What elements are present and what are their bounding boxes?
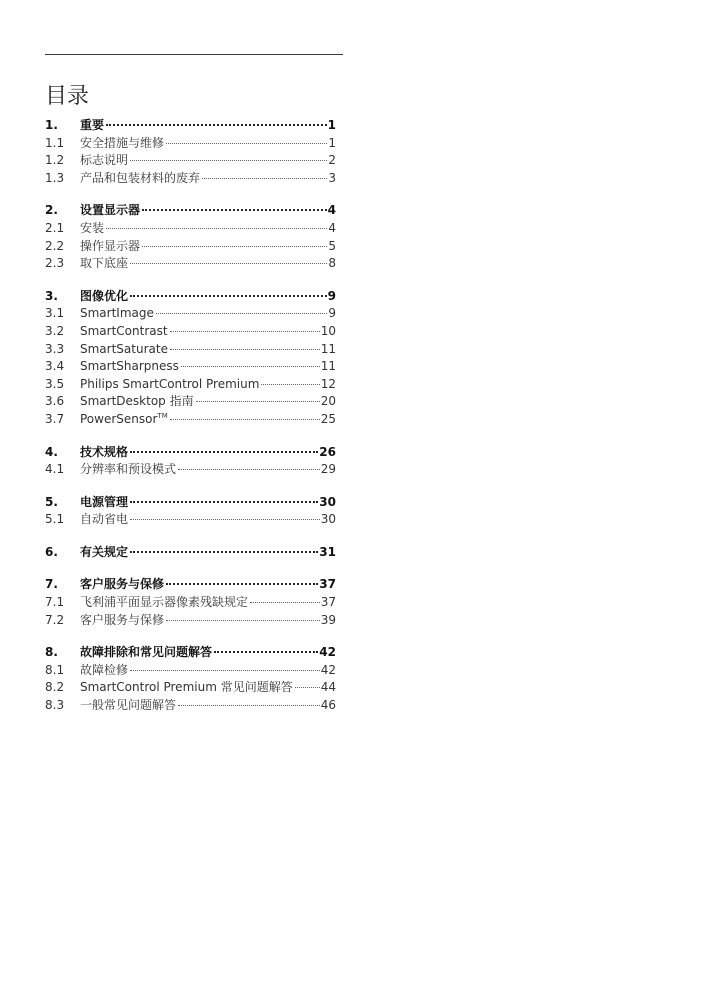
toc-label-text: 取下底座	[80, 256, 129, 271]
toc-number: 2.1	[45, 220, 65, 235]
toc-label-text: SmartDesktop 指南	[80, 394, 194, 409]
toc-page-number: 30	[320, 512, 336, 527]
toc-label-text: 安全措施与维修	[80, 135, 165, 150]
toc-label-text: 故障检修	[80, 662, 129, 677]
toc-number: 8.3	[45, 698, 65, 713]
toc-number: 3.5	[45, 376, 65, 391]
toc-page-number: 9	[328, 306, 336, 321]
toc-label-text: SmartSharpness	[80, 359, 179, 374]
toc-number: 5.	[45, 494, 58, 509]
toc-number: 7.	[45, 577, 58, 592]
toc-page-number: 12	[320, 376, 336, 391]
toc-entry[interactable]	[45, 411, 336, 429]
dot-leader	[170, 331, 320, 332]
toc-page-number: 5	[328, 238, 336, 253]
toc-label	[80, 411, 168, 429]
toc-label-text: 故障排除和常见问题解答	[80, 645, 213, 660]
toc-page-number: 30	[319, 494, 336, 509]
toc-number: 1.	[45, 118, 58, 132]
toc-number: 7.1	[45, 595, 65, 610]
toc-number: 2.2	[45, 238, 65, 253]
toc-chapter[interactable]	[45, 117, 336, 135]
toc-page-number: 42	[319, 645, 336, 660]
dot-leader	[166, 620, 320, 621]
dot-leader	[106, 228, 327, 229]
toc-label-text: 操作显示器	[80, 238, 141, 253]
toc-number: 6.	[45, 544, 58, 559]
toc-label	[80, 358, 179, 376]
toc-label-text: SmartControl Premium 常见问题解答	[80, 680, 293, 695]
toc-page-number: 31	[319, 544, 336, 559]
section-gap	[45, 273, 336, 288]
toc-label-text: 技术规格	[80, 444, 129, 459]
toc-number: 8.1	[45, 662, 65, 677]
toc-entry[interactable]	[45, 341, 336, 359]
toc-label-text: 客户服务与保修	[80, 612, 165, 627]
toc-number: 3.3	[45, 341, 65, 356]
toc-entry[interactable]	[45, 220, 336, 238]
toc-label	[80, 576, 164, 594]
toc-page-number: 44	[320, 680, 336, 695]
toc-label-text: 图像优化	[80, 288, 129, 303]
toc-label	[80, 305, 154, 323]
dot-leader	[261, 384, 319, 385]
toc-label-text: 标志说明	[80, 153, 129, 168]
toc-entry[interactable]	[45, 697, 336, 715]
dot-leader	[130, 501, 318, 503]
toc-entry[interactable]	[45, 376, 336, 394]
toc-number: 3.1	[45, 306, 65, 321]
section-gap	[45, 187, 336, 202]
toc-label	[80, 697, 176, 715]
dot-leader	[170, 349, 320, 350]
toc-number: 4.1	[45, 462, 65, 477]
toc-label	[80, 612, 164, 630]
toc-label-text: 飞利浦平面显示器像素残缺规定	[80, 595, 249, 610]
dot-leader	[166, 583, 318, 585]
dot-leader	[250, 602, 320, 603]
toc-number: 3.4	[45, 359, 65, 374]
toc-label-text: 产品和包装材料的废弃	[80, 170, 201, 185]
toc-page-number: 8	[328, 256, 336, 271]
toc-entry[interactable]	[45, 238, 336, 256]
toc-label-text: PowerSensor	[80, 411, 158, 426]
dot-leader	[130, 451, 318, 453]
toc-label	[80, 170, 200, 188]
toc-page-number: 46	[320, 698, 336, 713]
toc-entry[interactable]	[45, 358, 336, 376]
toc-entry[interactable]	[45, 662, 336, 680]
dot-leader	[142, 246, 327, 247]
toc-entry[interactable]	[45, 152, 336, 170]
toc-entry[interactable]	[45, 393, 336, 411]
dot-leader	[178, 705, 320, 706]
toc-page-number: 20	[320, 394, 336, 409]
dot-leader	[181, 366, 320, 367]
toc-page-number: 42	[320, 662, 336, 677]
toc-number: 5.1	[45, 512, 65, 527]
section-gap	[45, 629, 336, 644]
dot-leader	[106, 124, 327, 126]
toc-page-number: 37	[319, 577, 336, 592]
toc-label	[80, 594, 248, 612]
toc-page-number: 11	[320, 359, 336, 374]
dot-leader	[156, 313, 327, 314]
toc-entry[interactable]	[45, 305, 336, 323]
toc-label	[80, 662, 128, 680]
toc-number: 1.2	[45, 153, 65, 168]
toc-label	[80, 544, 128, 562]
toc-label	[80, 444, 128, 462]
toc-label	[80, 238, 140, 256]
page-title: 目录	[45, 83, 90, 109]
toc-label-text: 客户服务与保修	[80, 577, 165, 592]
toc-label	[80, 135, 164, 153]
toc-label	[80, 255, 128, 273]
dot-leader	[295, 687, 320, 688]
toc-label	[80, 323, 168, 341]
toc-chapter[interactable]	[45, 202, 336, 220]
toc-entry[interactable]	[45, 135, 336, 153]
toc-label-text: 自动省电	[80, 512, 129, 527]
dot-leader	[130, 160, 327, 161]
toc-label	[80, 376, 259, 394]
toc-page-number: 2	[328, 153, 336, 168]
toc-chapter[interactable]	[45, 444, 336, 462]
toc-label	[80, 679, 293, 697]
toc-chapter[interactable]	[45, 644, 336, 662]
toc-page-number: 10	[320, 323, 336, 338]
dot-leader	[130, 263, 327, 264]
toc-label-text: 一般常见问题解答	[80, 698, 177, 713]
toc-label	[80, 494, 128, 512]
toc-chapter[interactable]	[45, 576, 336, 594]
toc-number: 1.3	[45, 170, 65, 185]
toc-number: 8.2	[45, 680, 65, 695]
toc-page-number: 4	[327, 203, 336, 218]
toc-number: 7.2	[45, 612, 65, 627]
toc-page-number: 9	[327, 288, 336, 303]
dot-leader	[130, 295, 327, 297]
section-gap	[45, 429, 336, 444]
dot-leader	[130, 670, 320, 671]
dot-leader	[202, 178, 327, 179]
toc-label	[80, 511, 128, 529]
toc-label	[80, 393, 194, 411]
toc-entry[interactable]	[45, 511, 336, 529]
toc-label-text: 设置显示器	[80, 203, 141, 218]
toc-label-text: 分辨率和预设模式	[80, 462, 177, 477]
toc-label	[80, 117, 104, 135]
toc-label	[80, 341, 168, 359]
toc-number: 1.1	[45, 135, 65, 150]
toc-chapter[interactable]	[45, 288, 336, 306]
toc-number: 2.3	[45, 256, 65, 271]
toc-entry[interactable]	[45, 255, 336, 273]
section-gap	[45, 529, 336, 544]
toc-number: 2.	[45, 203, 58, 218]
toc-label-text: SmartImage	[80, 306, 154, 321]
section-gap	[45, 479, 336, 494]
toc-page-number: 1	[327, 118, 336, 132]
trademark-mark: TM	[157, 411, 168, 420]
dot-leader	[214, 651, 318, 653]
header-rule	[45, 54, 343, 55]
toc-chapter[interactable]	[45, 494, 336, 512]
section-gap	[45, 561, 336, 576]
dot-leader	[130, 519, 320, 520]
toc-entry[interactable]	[45, 679, 336, 697]
toc-label	[80, 288, 128, 306]
toc-entry[interactable]	[45, 323, 336, 341]
toc-label-text: 有关规定	[80, 544, 129, 559]
toc-chapter[interactable]	[45, 544, 336, 562]
dot-leader	[178, 469, 320, 470]
toc-label-text: SmartContrast	[80, 323, 168, 338]
toc-page-number: 39	[320, 612, 336, 627]
toc-label-text: Philips SmartControl Premium	[80, 376, 260, 391]
toc-label-text: 安装	[80, 220, 105, 235]
dot-leader	[196, 401, 320, 402]
toc-page-number: 4	[328, 220, 336, 235]
toc-label	[80, 461, 176, 479]
dot-leader	[142, 209, 327, 211]
toc-number: 3.7	[45, 411, 65, 426]
toc-label	[80, 202, 140, 220]
toc-page-number: 26	[319, 444, 336, 459]
toc-label	[80, 220, 104, 238]
toc-page-number: 3	[328, 170, 336, 185]
toc-label-text: SmartSaturate	[80, 341, 168, 356]
dot-leader	[166, 143, 327, 144]
toc-page-number: 37	[320, 595, 336, 610]
toc-page-number: 25	[320, 411, 336, 426]
toc-entry[interactable]	[45, 170, 336, 188]
toc-number: 3.6	[45, 394, 65, 409]
toc-entry[interactable]	[45, 594, 336, 612]
toc-page-number: 29	[320, 462, 336, 477]
toc-number: 4.	[45, 444, 58, 459]
toc-label	[80, 644, 212, 662]
table-of-contents	[45, 117, 336, 715]
toc-entry[interactable]	[45, 461, 336, 479]
toc-page-number: 1	[328, 135, 336, 150]
dot-leader	[170, 419, 320, 420]
dot-leader	[130, 551, 318, 553]
toc-number: 3.	[45, 288, 58, 303]
toc-label-text: 电源管理	[80, 494, 129, 509]
toc-label-text: 重要	[80, 118, 105, 132]
toc-number: 8.	[45, 645, 58, 660]
toc-number: 3.2	[45, 323, 65, 338]
toc-page-number: 11	[320, 341, 336, 356]
toc-entry[interactable]	[45, 612, 336, 630]
toc-label	[80, 152, 128, 170]
